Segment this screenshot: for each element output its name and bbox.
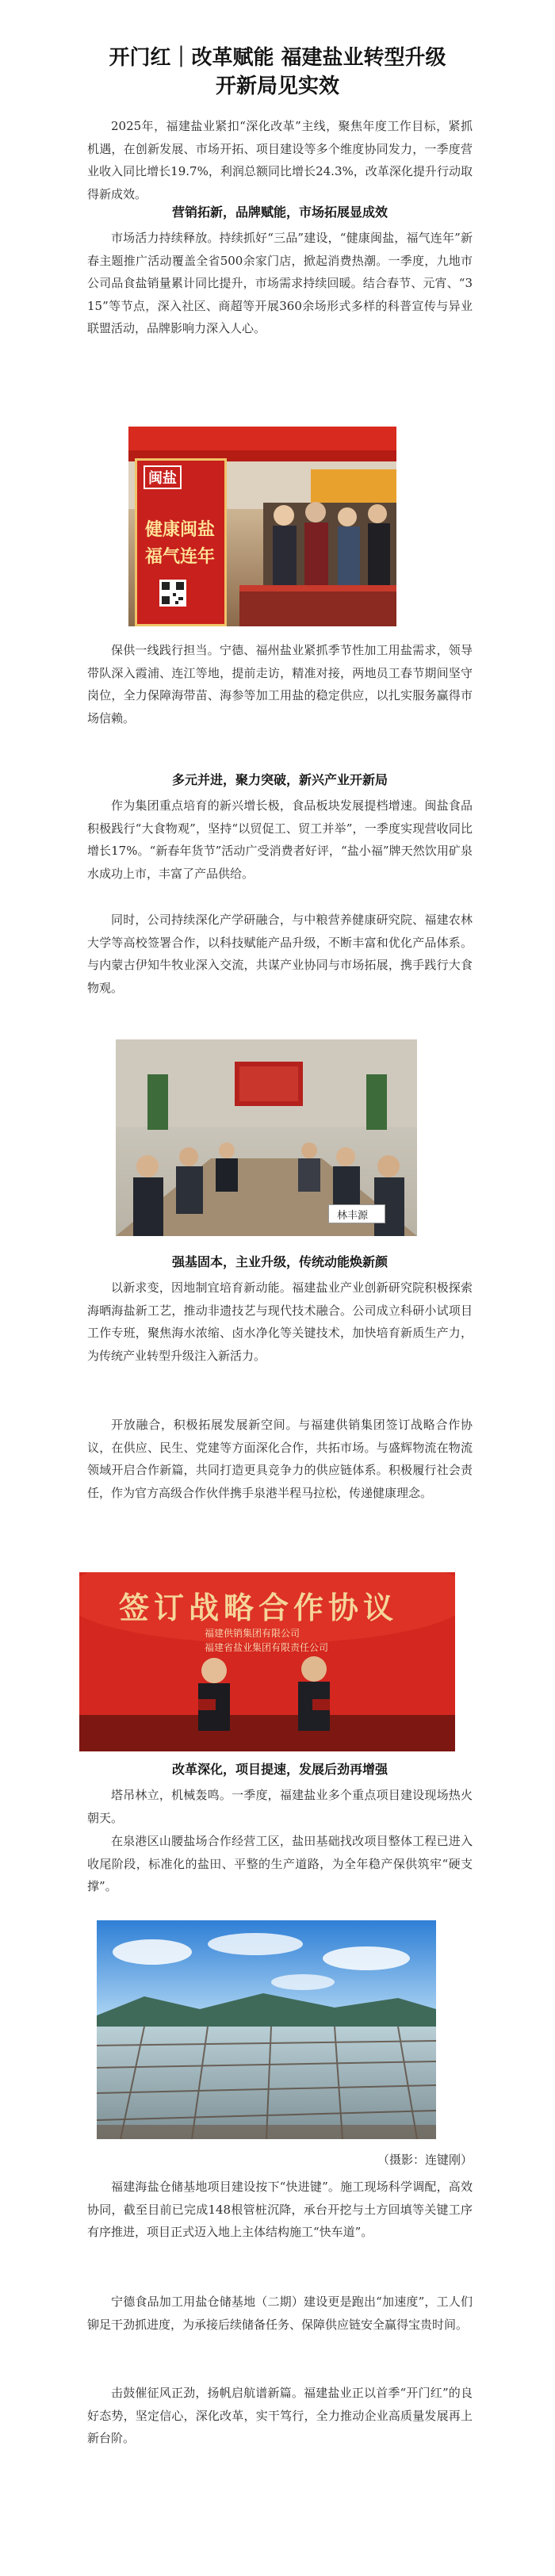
section-reform-paragraph-2: 在泉港区山腰盐场合作经营工区，盐田基础找改项目整体工程已进入收尾阶段，标准化的盐田、平整的生产道路，为全年稳产保供筑牢“硬支撑”。 <box>87 1834 473 1894</box>
section-marketing-paragraph-2: 保供一线践行担当。宁德、福州盐业紧抓季节性加工用盐需求，领导带队深入霞浦、连江等地，提前走访，精准对接，两地员工春节期间坚守岗位，全力保障海带苗、海参等加工用盐的稳定供应，以扎实服务赢得市场信赖。 <box>87 643 473 725</box>
banner-title: 签订战略合作协议 <box>119 1590 399 1625</box>
standee-brand: 闽盐 <box>144 465 182 489</box>
section-emerging-paragraph-1: 作为集团重点培育的新兴增长极，食品板块发展提档增速。闽盐食品积极践行“大食物观”，坚持“以贸促工、贸工并举”，一季度实现营收同比增长17%。“新春年货节”活动广受消费者好评，“盐小福”牌天然饮用矿泉水成功上市，丰富了产品供给。 <box>87 798 473 881</box>
section-heading-marketing: 营销拓新，品牌赋能，市场拓展显成效 <box>171 205 388 220</box>
closing-paragraph-3: 击鼓催征风正劲，扬帆启航谱新篇。福建盐业正以首季“开门红”的良好态势，坚定信心，深化改革，实干笃行，全力推动企业高质量发展再上新台阶。 <box>87 2386 473 2446</box>
promo-event-photo <box>128 427 396 626</box>
section-heading-emerging: 多元并进，聚力突破，新兴产业开新局 <box>171 772 388 787</box>
intro-paragraph: 2025年，福建盐业紧扣“深化改革”主线，聚焦年度工作目标，紧抓机遇，在创新发展、市场开拓、项目建设等多个维度协同发力，一季度营业收入同比增长19.7%，利润总额同比增长24.3%，改革深化提升行动取得新成效。 <box>87 119 473 201</box>
section-heading-core: 强基固本，主业升级，传统动能焕新颜 <box>171 1254 388 1269</box>
salt-field-photo <box>97 1920 436 2139</box>
section-core-paragraph-2: 开放融合，积极拓展发展新空间。与福建供销集团签订战略合作协议，在供应、民生、党建等方面深化合作，共拓市场。与盛辉物流在物流领域开启合作新篇，共同打造更具竞争力的供应链体系。积极履行社会责任，作为官方高级合作伙伴携手泉港半程马拉松，传递健康理念。 <box>87 1418 473 1500</box>
banner-company-1: 福建供销集团有限公司 <box>205 1628 300 1639</box>
standee-slogan-2: 福气连年 <box>145 546 216 567</box>
closing-paragraph-1: 福建海盐仓储基地项目建设按下“快进键”。施工现场科学调配，高效协同，截至目前已完成148根管桩沉降，承台开挖与土方回填等关键工序有序推进，项目正式迈入地上主体结构施工“快车道”。 <box>87 2180 473 2240</box>
meeting-photo <box>116 1039 417 1236</box>
nameplate-text: 林丰源 <box>337 1210 369 1222</box>
article-title-line-2: 开新局见实效 <box>215 75 339 98</box>
photo-credit-caption: （摄影：连键刚） <box>377 2153 473 2167</box>
closing-paragraph-2: 宁德食品加工用盐仓储基地（二期）建设更是跑出“加速度”，工人们铆足干劲抓进度，为承接后续储备任务、保障供应链安全赢得宝贵时间。 <box>87 2295 473 2332</box>
article-title-line-1: 开门红｜改革赋能 福建盐业转型升级 <box>109 46 446 70</box>
qr-code-icon <box>159 580 186 607</box>
meeting-nameplate <box>328 1204 385 1223</box>
signing-ceremony-photo <box>79 1572 455 1751</box>
promo-standee <box>135 458 227 626</box>
banner-company-2: 福建省盐业集团有限责任公司 <box>205 1642 329 1653</box>
section-marketing-paragraph-1: 市场活力持续释放。持续抓好“三品”建设，“健康闽盐，福气连年”新春主题推广活动覆盖全省500余家门店，掀起消费热潮。一季度，九地市公司品食盐销量累计同比提升，市场需求持续回暖。结合春节、元宵、“315”等节点，深入社区、商超等开展360余场形式多样的科普宣传与异业联盟活动，品牌影响力深入人心。 <box>87 231 473 336</box>
section-heading-reform: 改革深化，项目提速，发展后劲再增强 <box>171 1762 388 1777</box>
section-core-paragraph-1: 以新求变，因地制宜培育新动能。福建盐业产业创新研究院积极探索海晒海盐新工艺，推动非遗技艺与现代技术融合。公司成立科研小试项目工作专班，聚焦海水浓缩、卤水净化等关键技术，加快培育新质生产力，为传统产业转型升级注入新活力。 <box>87 1280 473 1363</box>
salt-field-scene <box>97 1920 436 2139</box>
standee-slogan-1: 健康闽盐 <box>145 519 216 540</box>
section-emerging-paragraph-2: 同时，公司持续深化产学研融合，与中粮营养健康研究院、福建农林大学等高校签署合作，以科技赋能产品升级，不断丰富和优化产品体系。与内蒙古伊知牛牧业深入交流，共谋产业协同与市场拓展，携手践行大食物观。 <box>87 913 473 995</box>
section-reform-paragraph-1: 塔吊林立，机械轰鸣。一季度，福建盐业多个重点项目建设现场热火朝天。 <box>87 1788 473 1825</box>
